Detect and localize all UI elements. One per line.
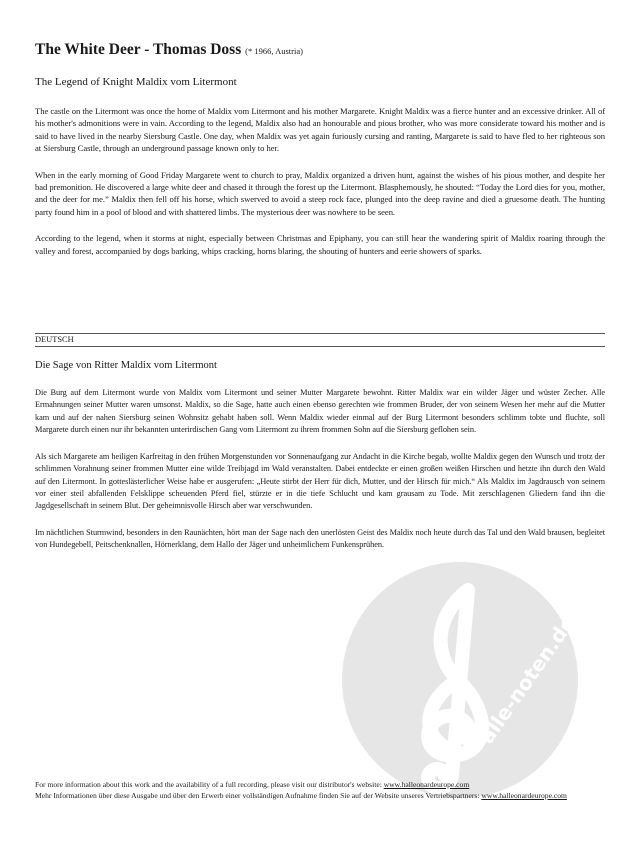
english-paragraph: According to the legend, when it storms at night, especially between Christmas and Epiphany, you can still hear the wandering spirit of Maldix roaring through the valley and forest, accompanied by dogs barking, whips cracking, horns blaring, the shouting of hunters and eerie showers of sparks. [35, 233, 605, 256]
title-note: (* 1966, Austria) [245, 46, 303, 56]
german-subtitle: Die Sage von Ritter Maldix vom Litermont [35, 360, 217, 372]
german-paragraph: Als sich Margarete am heiligen Karfreitag in den frühen Morgenstunden vor Sonnenaufgang zur Andacht in die Kirche begab, wollte Maldix gegen den Wunsch und trotz der schlimmen Vorahnung seiner frommen Mutter eine wilde Treibjagd im Wald veranstalten. Dabei entdeckte er einen großen weißen Hirschen und hetzte ihn durch den Wald auf den Litermont. In gotteslästerlicher Weise habe er ausgerufen: „Heute stirbt der Herr für dich, Mutter, und der Hirsch für mich.“ Als Maldix im Jagdrausch von seinem vor einer steil abfallenden Felsklippe scheuenden Pferd fiel, stürzte er in die tiefe Schlucht und kam grausam zu Tode. Mit zerschlagenen Gliedern fand ihn die Jagdgesellschaft in seinem Blut. Der geheimnisvolle Hirsch aber war verschwunden. [35, 451, 605, 511]
title-text: The White Deer - Thomas Doss [35, 41, 242, 58]
german-paragraph: Im nächtlichen Sturmwind, besonders in den Raunächten, hört man der Sage nach den unerlösten Geist des Maldix noch heute durch das Tal und den Wald brausen, begleitet von Hundegebell, Peitschenknallen, Hörnerklang, dem Hallo der Jäger und unheimlichem Funkensprühen. [35, 527, 605, 550]
content-column [35, 40, 605, 566]
treble-clef-watermark-icon [340, 560, 580, 800]
section-spacer [35, 271, 605, 333]
german-paragraph: Die Burg auf dem Litermont wurde von Maldix vom Litermont und seiner Mutter Margarete bewohnt. Ritter Maldix war ein wilder Jäger und wüster Zecher. Alle Ermahnungen seiner Mutter waren umsonst. Maldix, so die Sage, hatte auch einen ebenso gerechten wie frommen Bruder, der von seinem Wesen her mehr auf die Mutter kam und auf der nahen Siersburg seinen Wohnsitz gehabt haben soll. Wenn Maldix wieder einmal auf der Burg Litermont besonders schlimm tobte und fluchte, soll Margarete durch einen nur ihr bekannten unterirdischen Gang vom Litermont zu ihrem frommen Sohn auf die Siersburg geflohen sein. [35, 388, 605, 435]
footer-english-text: For more information about this work and the availability of a full recording, please visit our distributor's website: [35, 780, 384, 789]
english-paragraph: When in the early morning of Good Friday Margarete went to church to pray, Maldix organized a driven hunt, against the wishes of his pious mother, and despite her bad premonition. He discovered a large white deer and chased it through the forest up the Litermont. Blasphemously, he shouted: “Today the Lord dies for you, mother, and the deer for me.” Maldix then fell off his horse, which swerved to avoid a steep rock face, plunged into the deep ravine and died a gruesome death. The hunting party found him in a pool of blood and with shattered limbs. The mysterious deer was nowhere to be seen. [35, 169, 605, 217]
footer-german-text: Mehr Informationen über diese Ausgabe und über den Erwerb einer vollständigen Aufnahme finden Sie auf der Website unseres Vertriebspartners: [35, 791, 482, 800]
footer-german [35, 790, 605, 801]
watermark-text: alle-noten.de [474, 611, 580, 748]
english-paragraph: The castle on the Litermont was once the home of Maldix vom Litermont and his mother Margarete. Knight Maldix was a fierce hunter and an excessive drinker. All of his mother's admonitions were in vain. According to the legend, Maldix also had an honourable and pious brother, who was more considerate toward his mother and is said to have lived in the nearby Siersburg Castle. One day, when Maldix was yet again furiously cursing and ranting, Margarete is said to have fled to her righteous son at Siersburg Castle, through an underground passage known only to her. [35, 106, 605, 154]
english-subtitle: The Legend of Knight Maldix vom Litermont [35, 76, 237, 88]
german-section-label: DEUTSCH [35, 334, 605, 347]
page-title [35, 40, 605, 61]
footer-english [35, 779, 605, 790]
distributor-link[interactable]: www.halleonardeurope.com [383, 780, 470, 789]
distributor-link-de[interactable]: www.halleonardeurope.com [481, 791, 567, 800]
footer [35, 779, 605, 801]
